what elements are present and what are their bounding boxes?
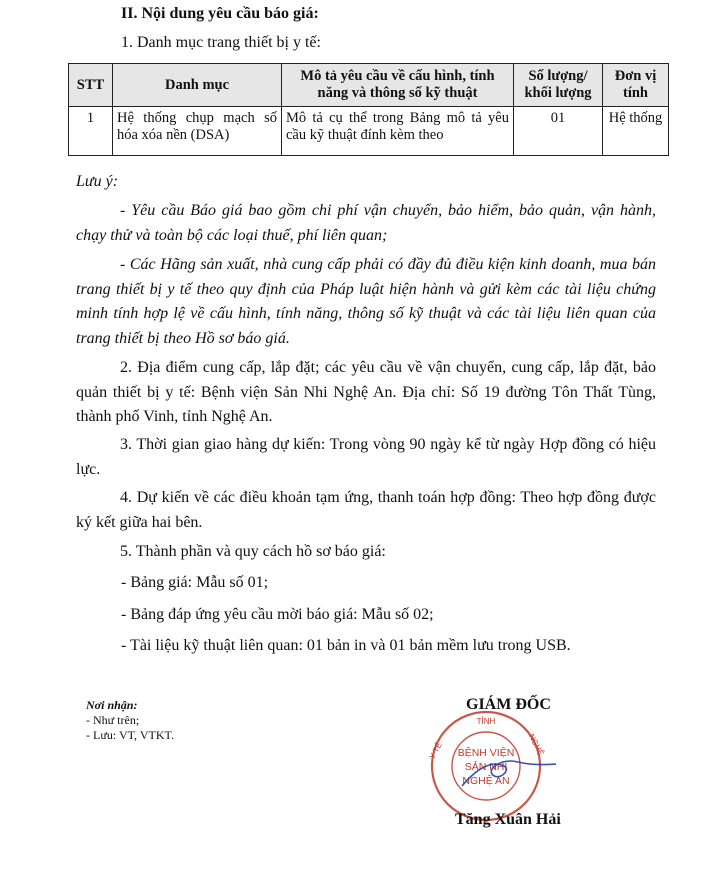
note-label: Lưu ý: — [76, 173, 119, 190]
signatory-name: Tăng Xuân Hải — [455, 811, 561, 828]
cell-name: Hệ thống chụp mạch số hóa xóa nền (DSA) — [113, 107, 282, 156]
note-item: - Các Hãng sản xuất, nhà cung cấp phải có đầy đủ điều kiện kinh doanh, mua bán trang thiết bị y tế theo quy định của Pháp luật hiện hành và gửi kèm các tài liệu chứng minh tính hợp lệ về cấu hình, tính năng, thông số kỹ thuật và các tài liệu liên quan của trang thiết bị theo Hồ sơ báo giá. — [76, 256, 656, 347]
recipient-item: - Như trên; — [86, 713, 140, 727]
svg-text:TỈNH: TỈNH — [476, 717, 496, 726]
recipients-block — [86, 698, 174, 743]
header-unit: Đơn vị tính — [603, 64, 669, 107]
official-seal-icon — [422, 708, 556, 822]
paragraph-payment-terms: 4. Dự kiến về các điều khoản tạm ứng, thanh toán hợp đồng: Theo hợp đồng được ký kết giữa hai bên. — [76, 489, 656, 531]
component-item: - Bảng đáp ứng yêu cầu mời báo giá: Mẫu số 02; — [121, 606, 434, 623]
cell-stt: 1 — [69, 107, 113, 156]
paragraph-delivery-location: 2. Địa điểm cung cấp, lắp đặt; các yêu cầu về vận chuyển, cung cấp, lắp đặt, bảo quản thiết bị y tế: Bệnh viện Sản Nhi Nghệ An. Địa chỉ: Số 19 đường Tôn Thất Tùng, thành phố Vinh, tỉnh Nghệ An. — [76, 359, 656, 425]
header-name: Danh mục — [113, 64, 282, 107]
table-row — [69, 107, 669, 156]
svg-text:NGHỆ: NGHỆ — [526, 732, 546, 758]
recipients-label: Nơi nhận: — [86, 698, 138, 712]
cell-description: Mô tả cụ thể trong Bảng mô tả yêu cầu kỹ thuật đính kèm theo — [282, 107, 514, 156]
equipment-list-heading: 1. Danh mục trang thiết bị y tế: — [121, 34, 321, 51]
svg-text:NGHỆ AN: NGHỆ AN — [462, 775, 510, 787]
svg-text:BỆNH VIỆN: BỆNH VIỆN — [457, 747, 515, 759]
cell-quantity: 01 — [514, 107, 603, 156]
table-header-row — [69, 64, 669, 107]
svg-text:SẢN NHI: SẢN NHI — [464, 761, 508, 773]
component-item: - Tài liệu kỹ thuật liên quan: 01 bản in và 01 bản mềm lưu trong USB. — [121, 637, 571, 654]
paragraph-delivery-time: 3. Thời gian giao hàng dự kiến: Trong vòng 90 ngày kể từ ngày Hợp đồng có hiệu lực. — [76, 436, 656, 478]
header-description: Mô tả yêu cầu về cấu hình, tính năng và thông số kỹ thuật — [282, 64, 514, 107]
section-title: II. Nội dung yêu cầu báo giá: — [121, 5, 319, 22]
header-quantity: Số lượng/ khối lượng — [514, 64, 603, 107]
equipment-table — [68, 63, 669, 156]
signatory-title: GIÁM ĐỐC — [466, 696, 551, 713]
svg-text:Y TẾ: Y TẾ — [427, 740, 444, 761]
component-item: - Bảng giá: Mẫu số 01; — [121, 574, 269, 591]
paragraph-quote-components: 5. Thành phần và quy cách hồ sơ báo giá: — [120, 543, 386, 560]
recipient-item: - Lưu: VT, VTKT. — [86, 728, 174, 742]
note-item: - Yêu cầu Báo giá bao gồm chi phí vận chuyển, bảo hiểm, bảo quản, vận hành, chạy thử và toàn bộ các loại thuế, phí liên quan; — [76, 202, 656, 244]
header-stt: STT — [69, 64, 113, 107]
cell-unit: Hệ thống — [603, 107, 669, 156]
